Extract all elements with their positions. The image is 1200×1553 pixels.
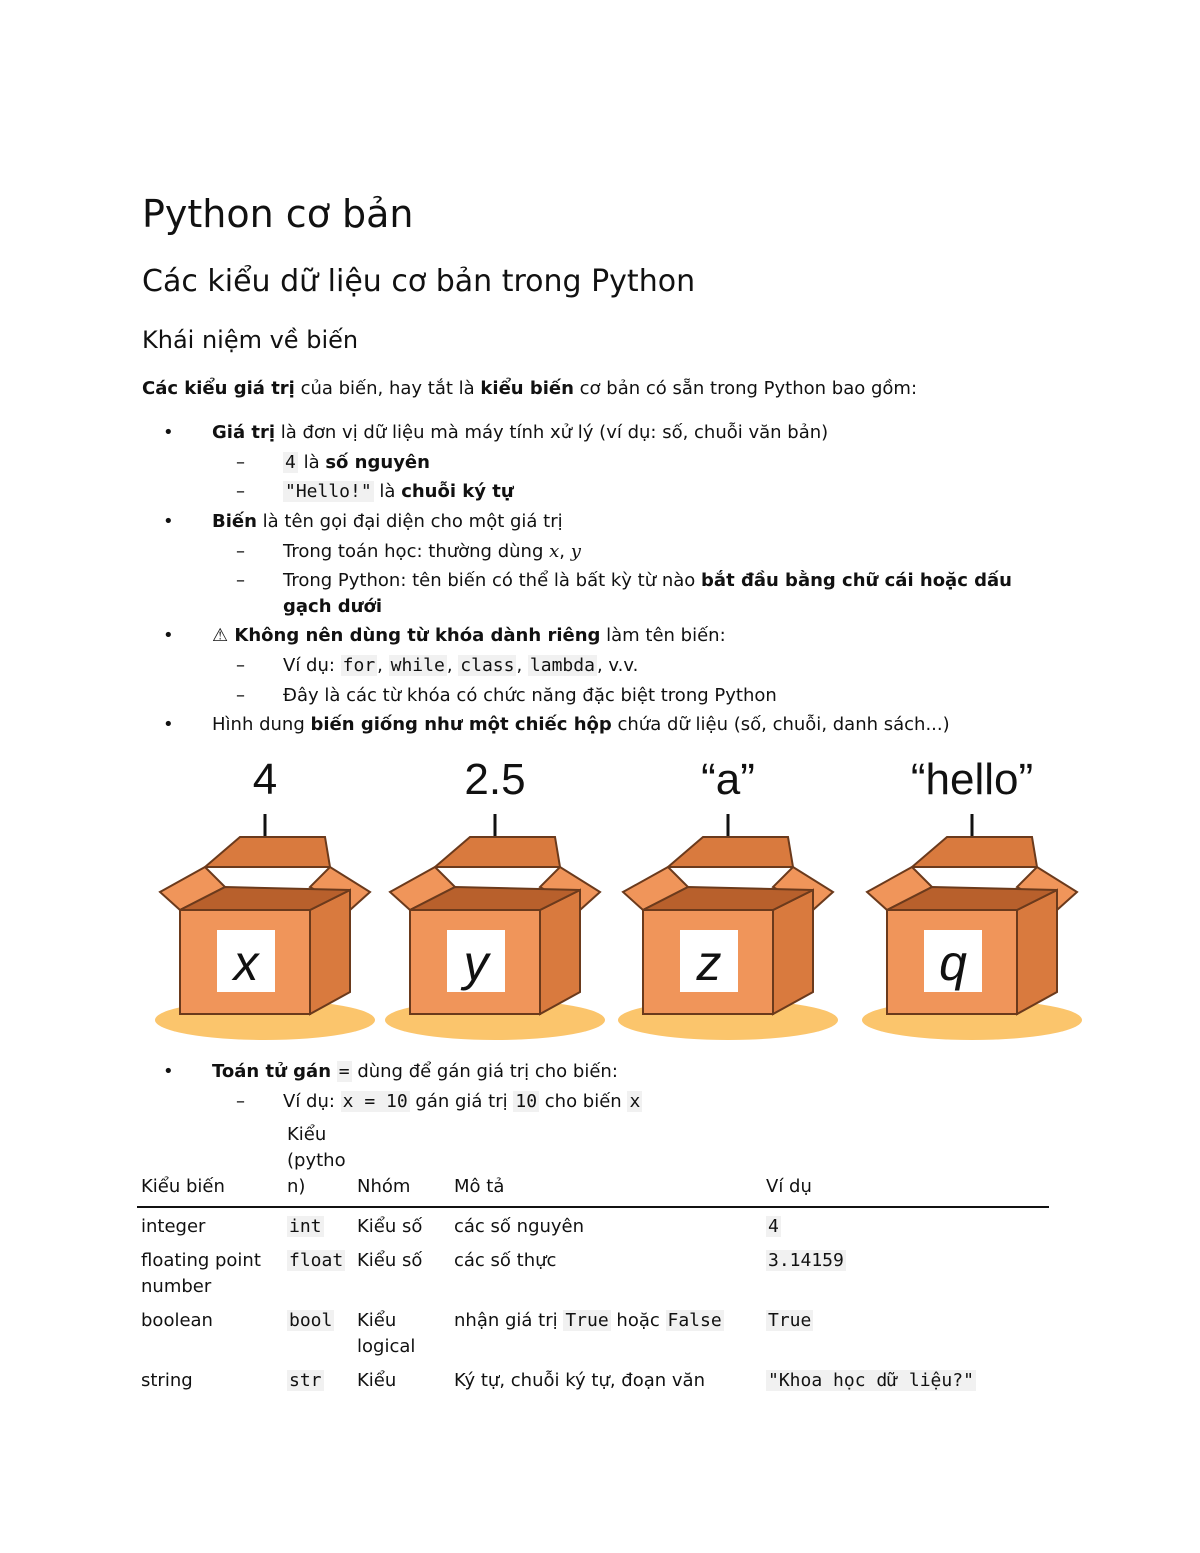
- sublist-item-string: [283, 479, 514, 505]
- table-cell: [283, 1207, 353, 1242]
- box-variable-name: z: [696, 935, 722, 991]
- cell-text: nhận giá trị: [454, 1310, 564, 1331]
- box-back-flap: [912, 837, 1037, 867]
- list-item-box-analogy: [212, 712, 950, 738]
- box-side: [310, 890, 350, 1014]
- inline-code: True: [768, 1310, 812, 1331]
- dash-marker: –: [236, 1091, 245, 1112]
- list-item-bold: Không nên dùng từ khóa dành riêng: [228, 625, 601, 646]
- box-variable-name: q: [939, 935, 967, 991]
- inline-code: "Hello!": [285, 481, 372, 502]
- variable-box-y: [385, 755, 605, 1040]
- box-value-label: 4: [252, 755, 278, 804]
- inline-code: False: [667, 1310, 722, 1331]
- sublist-item-python-cont: [283, 594, 382, 620]
- intro-bold-2: kiểu biến: [480, 378, 574, 399]
- table-cell: boolean: [141, 1310, 213, 1331]
- sublist-text: Ví dụ:: [283, 1091, 341, 1112]
- sublist-item-keyword-note: [283, 683, 777, 709]
- separator: ,: [377, 655, 389, 676]
- sublist-text: Ví dụ:: [283, 655, 341, 676]
- sublist-text: là: [373, 481, 402, 502]
- table-cell: Kiểu: [357, 1370, 397, 1391]
- box-value-label: “hello”: [910, 755, 1034, 804]
- list-item-keywords: [212, 623, 726, 649]
- list-item-bold: Toán tử gán: [212, 1061, 332, 1082]
- inline-code: x: [629, 1091, 641, 1112]
- table-cell: Ký tự, chuỗi ký tự, đoạn văn: [454, 1370, 705, 1391]
- table-cell: các số nguyên: [454, 1216, 585, 1237]
- sublist-text: , v.v.: [596, 655, 639, 676]
- list-item-text: dùng để gán giá trị cho biến:: [351, 1061, 618, 1082]
- variable-box-z: [618, 755, 838, 1040]
- keyword-code: for: [342, 655, 376, 676]
- inline-code: x = 10: [342, 1091, 408, 1112]
- sublist-text: Đây là các từ khóa có chức năng đặc biệt trong Python: [283, 685, 777, 706]
- inline-code: 3.14159: [768, 1250, 844, 1271]
- data-types-table: [137, 1120, 1049, 1396]
- intro-text-1: của biến, hay tắt là: [294, 378, 481, 399]
- inline-code: 10: [515, 1091, 538, 1112]
- table-cell: [762, 1242, 1049, 1302]
- table-cell: integer: [141, 1216, 206, 1237]
- table-cell: [762, 1362, 1049, 1396]
- list-item-text: làm tên biến:: [600, 625, 726, 646]
- sublist-item-assignment-example: [283, 1089, 642, 1115]
- sublist-text: gán giá trị: [409, 1091, 514, 1112]
- inline-code: float: [289, 1250, 344, 1271]
- box-value-label: “a”: [701, 755, 755, 804]
- table-header: Ví dụ: [766, 1176, 812, 1197]
- inline-code: str: [289, 1370, 322, 1391]
- list-item-text: là đơn vị dữ liệu mà máy tính xử lý (ví dụ: số, chuỗi văn bản): [275, 422, 829, 443]
- sublist-text: cho biến: [539, 1091, 628, 1112]
- list-item-text: là tên gọi đại diện cho một giá trị: [256, 511, 563, 532]
- box-back-flap: [668, 837, 793, 867]
- table-row: [137, 1302, 1049, 1362]
- table-header: Nhóm: [357, 1176, 411, 1197]
- bullet-marker: •: [163, 422, 174, 443]
- list-item-variable: [212, 509, 563, 535]
- inline-code: True: [565, 1310, 609, 1331]
- table-row: [137, 1362, 1049, 1396]
- inline-code: bool: [289, 1310, 333, 1331]
- dash-marker: –: [236, 570, 245, 591]
- keyword-code: lambda: [529, 655, 595, 676]
- box-variable-name: x: [233, 935, 259, 991]
- sublist-text: Trong Python: tên biến có thể là bất kỳ từ nào: [283, 570, 702, 591]
- list-item-bold: Giá trị: [212, 422, 276, 443]
- box-side: [540, 890, 580, 1014]
- table-cell: [283, 1242, 353, 1302]
- bullet-marker: •: [163, 511, 174, 532]
- sublist-bold: chuỗi ký tự: [401, 481, 514, 502]
- separator: ,: [516, 655, 528, 676]
- table-cell: Kiểu số: [357, 1250, 423, 1271]
- intro-paragraph: [142, 376, 917, 402]
- box-back-flap: [205, 837, 330, 867]
- bullet-marker: •: [163, 714, 174, 735]
- inline-code: =: [338, 1061, 350, 1082]
- section-heading: Các kiểu dữ liệu cơ bản trong Python: [142, 264, 696, 299]
- warning-icon: ⚠: [212, 625, 229, 646]
- dash-marker: –: [236, 685, 245, 706]
- list-item-text: Hình dung: [212, 714, 311, 735]
- table-row: [137, 1242, 1049, 1302]
- inline-code: "Khoa học dữ liệu?": [768, 1370, 974, 1391]
- sublist-bold: bắt đầu bằng chữ cái hoặc dấu: [701, 570, 1012, 591]
- separator: ,: [559, 541, 571, 562]
- table-cell: [283, 1362, 353, 1396]
- dash-marker: –: [236, 452, 245, 473]
- list-item-text: chứa dữ liệu (số, chuỗi, danh sách...): [611, 714, 950, 735]
- inline-code: 4: [768, 1216, 779, 1237]
- table-header-row: [137, 1120, 1049, 1207]
- sublist-item-integer: [283, 450, 430, 476]
- inline-code: 4: [285, 452, 296, 473]
- keyword-code: while: [390, 655, 445, 676]
- sublist-item-python: [283, 568, 1012, 594]
- variable-box-q: [862, 755, 1082, 1040]
- list-item-assignment: [212, 1059, 618, 1085]
- intro-text-2: cơ bản có sẵn trong Python bao gồm:: [573, 378, 918, 399]
- table-cell: floating point number: [141, 1250, 261, 1297]
- box-back-flap: [435, 837, 560, 867]
- inline-code: int: [289, 1216, 322, 1237]
- table-header: Kiểu biến: [141, 1176, 225, 1197]
- table-cell: [450, 1302, 762, 1362]
- math-var-y: y: [570, 541, 581, 562]
- page-title: Python cơ bản: [142, 192, 414, 236]
- box-side: [1017, 890, 1057, 1014]
- list-item-bold: Biến: [212, 511, 257, 532]
- bullet-marker: •: [163, 1061, 174, 1082]
- sublist-bold: số nguyên: [325, 452, 430, 473]
- box-variable-name: y: [463, 935, 489, 991]
- table-cell: [283, 1302, 353, 1362]
- bullet-marker: •: [163, 625, 174, 646]
- table-cell: string: [141, 1370, 193, 1391]
- table-header: Kiểu (python): [287, 1124, 346, 1197]
- table-cell: [762, 1302, 1049, 1362]
- sublist-bold: gạch dưới: [283, 596, 383, 617]
- dash-marker: –: [236, 541, 245, 562]
- box-value-label: 2.5: [464, 755, 526, 804]
- intro-bold-1: Các kiểu giá trị: [142, 378, 295, 399]
- sublist-item-math: [283, 539, 581, 565]
- table-cell: [762, 1207, 1049, 1242]
- subsection-heading: Khái niệm về biến: [142, 326, 359, 354]
- table-cell: các số thực: [454, 1250, 557, 1271]
- cell-text: hoặc: [610, 1310, 666, 1331]
- sublist-text: Trong toán học: thường dùng: [283, 541, 550, 562]
- separator: ,: [446, 655, 459, 676]
- math-var-x: x: [549, 541, 560, 562]
- list-item-bold: biến giống như một chiếc hộp: [310, 714, 612, 735]
- variable-boxes-figure: [150, 752, 1090, 1052]
- table-cell: Kiểu logical: [357, 1310, 416, 1357]
- table-header: Mô tả: [454, 1176, 505, 1197]
- box-side: [773, 890, 813, 1014]
- dash-marker: –: [236, 655, 245, 676]
- table-cell: Kiểu số: [357, 1216, 423, 1237]
- sublist-item-keyword-examples: [283, 653, 638, 679]
- dash-marker: –: [236, 481, 245, 502]
- keyword-code: class: [460, 655, 515, 676]
- sublist-text: là: [297, 452, 326, 473]
- variable-box-x: [155, 755, 375, 1040]
- list-item-value: [212, 420, 828, 446]
- table-row: [137, 1207, 1049, 1242]
